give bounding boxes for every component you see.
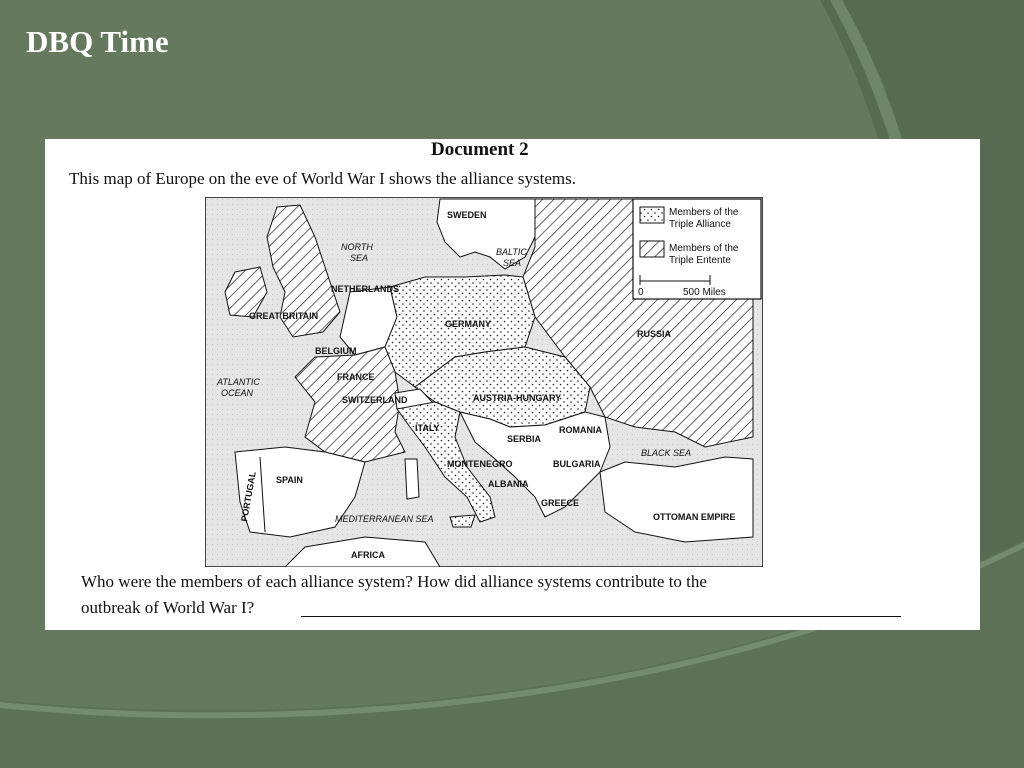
label-spain: SPAIN bbox=[276, 475, 303, 485]
label-atlantic-1: ATLANTIC bbox=[217, 377, 260, 387]
question-line-2: outbreak of World War I? bbox=[81, 598, 255, 617]
label-north-sea-1: NORTH bbox=[341, 242, 373, 252]
label-montenegro: MONTENEGRO bbox=[447, 459, 513, 469]
legend-swatch-alliance bbox=[640, 207, 664, 223]
legend-scale-end: 500 Miles bbox=[683, 287, 726, 298]
europe-alliance-map bbox=[205, 197, 763, 567]
label-switzerland: SWITZERLAND bbox=[342, 395, 408, 405]
label-baltic-sea-1: BALTIC bbox=[496, 247, 527, 257]
map-legend bbox=[633, 199, 761, 299]
label-germany: GERMANY bbox=[445, 319, 492, 329]
legend-alliance-line-1: Members of the bbox=[669, 207, 739, 218]
slide-title: DBQ Time bbox=[26, 24, 169, 59]
label-austria-hungary: AUSTRIA-HUNGARY bbox=[473, 393, 562, 403]
question-line-1: Who were the members of each alliance system? How did alliance systems contribute to the bbox=[81, 572, 707, 591]
sardinia-island bbox=[405, 459, 419, 499]
label-black-sea: BLACK SEA bbox=[641, 448, 692, 458]
label-serbia: SERBIA bbox=[507, 434, 542, 444]
label-atlantic-2: OCEAN bbox=[221, 388, 254, 398]
label-romania: ROMANIA bbox=[559, 425, 602, 435]
label-ottoman-empire: OTTOMAN EMPIRE bbox=[653, 512, 736, 522]
legend-alliance-line-2: Triple Alliance bbox=[669, 219, 731, 230]
label-bulgaria: BULGARIA bbox=[553, 459, 601, 469]
legend-entente-line-1: Members of the bbox=[669, 243, 739, 254]
label-africa: AFRICA bbox=[351, 550, 385, 560]
label-albania: ALBANIA bbox=[488, 479, 529, 489]
label-greece: GREECE bbox=[541, 498, 580, 508]
document-panel bbox=[45, 139, 980, 630]
label-italy: ITALY bbox=[415, 423, 440, 433]
legend-scale-start: 0 bbox=[638, 287, 644, 298]
answer-blank-line bbox=[301, 616, 901, 617]
legend-entente-line-2: Triple Entente bbox=[669, 255, 731, 266]
label-great-britain: GREAT BRITAIN bbox=[249, 311, 319, 321]
document-heading: Document 2 bbox=[431, 139, 529, 160]
legend-swatch-entente bbox=[640, 241, 664, 257]
label-north-sea-2: SEA bbox=[350, 253, 369, 263]
label-baltic-sea-2: SEA bbox=[503, 258, 522, 268]
label-sweden: SWEDEN bbox=[447, 210, 487, 220]
label-france: FRANCE bbox=[337, 372, 375, 382]
label-mediterranean: MEDITERRANEAN SEA bbox=[335, 514, 434, 524]
sicily-island bbox=[450, 515, 475, 527]
document-intro: This map of Europe on the eve of World War I shows the alliance systems. bbox=[69, 169, 576, 188]
label-belgium: BELGIUM bbox=[315, 346, 357, 356]
label-portugal: PORTUGAL bbox=[239, 470, 258, 523]
label-russia: RUSSIA bbox=[637, 329, 672, 339]
label-netherlands: NETHERLANDS bbox=[331, 284, 400, 294]
